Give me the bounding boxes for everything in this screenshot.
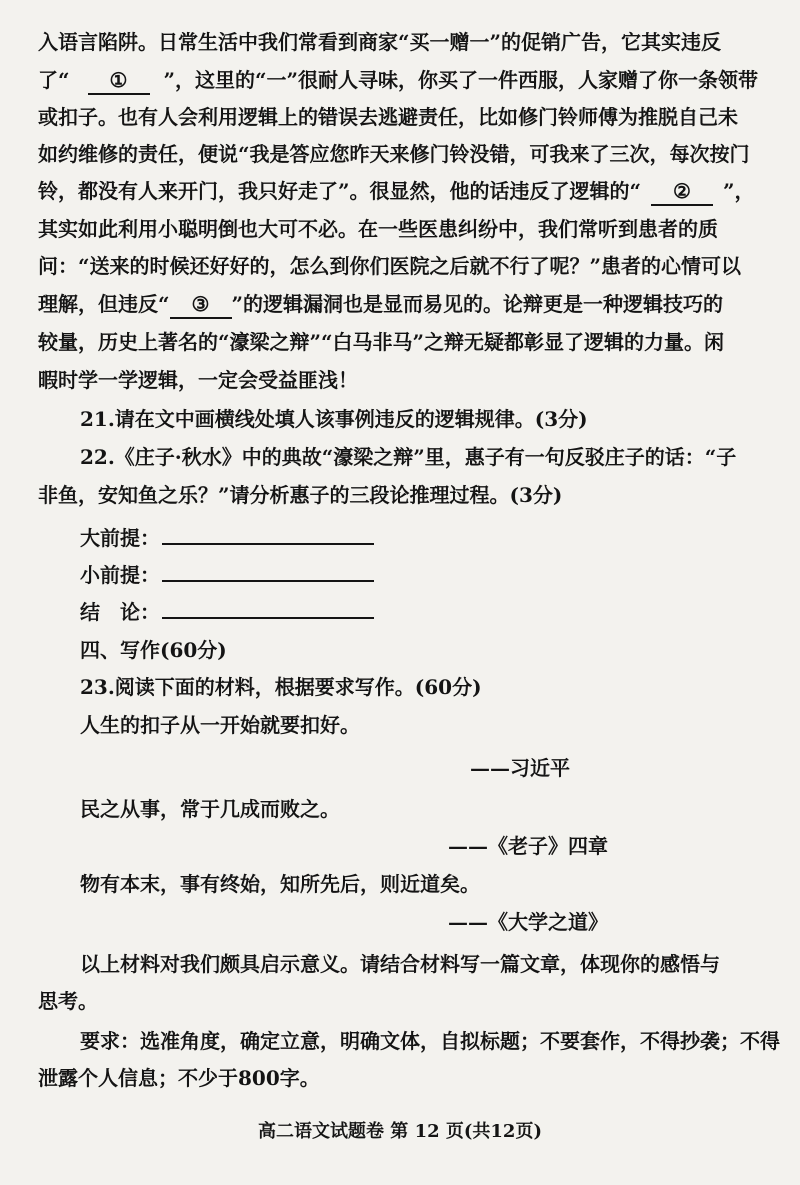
question-23-prompt: 23.阅读下面的材料，根据要求写作。(60分)	[80, 675, 482, 699]
passage-text: 理解，但违反“	[38, 292, 170, 316]
section-4-heading: 四、写作(60分)	[80, 638, 227, 662]
major-premise-label: 大前提：	[80, 526, 160, 550]
instruction-line-1: 以上材料对我们颇具启示意义。请结合材料写一篇文章，体现你的感悟与	[80, 952, 720, 976]
conclusion-blank[interactable]	[162, 595, 374, 619]
major-premise-row	[80, 520, 772, 556]
material-source-2: ——《老子》四章	[448, 834, 608, 858]
material-quote-3: 物有本末，事有终始，知所先后，则近道矣。	[80, 872, 480, 896]
minor-premise-blank[interactable]	[162, 558, 374, 582]
question-22-line-2: 非鱼，安知鱼之乐？”请分析惠子的三段论推理过程。(3分)	[38, 483, 563, 507]
passage-line-1: 入语言陷阱。日常生活中我们常看到商家“买一赠一”的促销广告，它其实违反	[38, 30, 722, 54]
passage-text: ”的逻辑漏洞也是显而易见的。论辩更是一种逻辑技巧的	[231, 292, 724, 316]
passage-line-3: 或扣子。也有人会利用逻辑上的错误去逃避责任，比如修门铃师傅为推脱自己未	[38, 105, 738, 129]
passage-line-8	[38, 286, 772, 322]
passage-line-2	[38, 62, 772, 98]
requirement-line-2: 泄露个人信息；不少于800字。	[38, 1066, 320, 1090]
passage-line-6: 其实如此利用小聪明倒也大可不必。在一些医患纠纷中，我们常听到患者的质	[38, 217, 718, 241]
passage-line-7: 问：“送来的时候还好好的，怎么到你们医院之后就不行了呢？”患者的心情可以	[38, 254, 742, 278]
material-quote-2: 民之从事，常于几成而败之。	[80, 797, 340, 821]
material-source-3: ——《大学之道》	[448, 910, 608, 934]
blank-2: ②	[651, 178, 713, 206]
passage-line-9: 较量，历史上著名的“濠梁之辩”“白马非马”之辩无疑都彰显了逻辑的力量。闲	[38, 330, 725, 354]
passage-line-5	[38, 173, 772, 209]
material-source-1: ——习近平	[470, 756, 570, 780]
passage-line-10: 暇时学一学逻辑，一定会受益匪浅！	[38, 368, 358, 392]
material-quote-1: 人生的扣子从一开始就要扣好。	[80, 713, 360, 737]
passage-text: 铃，都没有人来开门，我只好走了”。很显然，他的话违反了逻辑的“	[38, 179, 642, 203]
instruction-line-2: 思考。	[38, 989, 98, 1013]
passage-text: 了“	[38, 68, 70, 92]
passage-text: ”，	[723, 179, 755, 203]
major-premise-blank[interactable]	[162, 521, 374, 545]
minor-premise-label: 小前提：	[80, 563, 160, 587]
question-21: 21.请在文中画横线处填人该事例违反的逻辑规律。(3分)	[80, 407, 588, 431]
passage-line-4: 如约维修的责任，便说“我是答应您昨天来修门铃没错，可我来了三次，每次按门	[38, 142, 750, 166]
requirement-line-1: 要求：选准角度，确定立意，明确文体，自拟标题；不要套作，不得抄袭；不得	[80, 1029, 780, 1053]
blank-1: ①	[88, 67, 150, 95]
blank-3: ③	[170, 291, 232, 319]
conclusion-label: 结 论：	[80, 600, 160, 624]
passage-text: ”，这里的“一”很耐人寻味，你买了一件西服，人家赠了你一条领带	[163, 68, 759, 92]
minor-premise-row	[80, 557, 772, 593]
question-22-line-1: 22.《庄子·秋水》中的典故“濠梁之辩”里，惠子有一句反驳庄子的话：“子	[80, 445, 737, 469]
page-footer: 高二语文试题卷 第 12 页(共12页)	[258, 1121, 542, 1142]
conclusion-row	[80, 594, 772, 630]
